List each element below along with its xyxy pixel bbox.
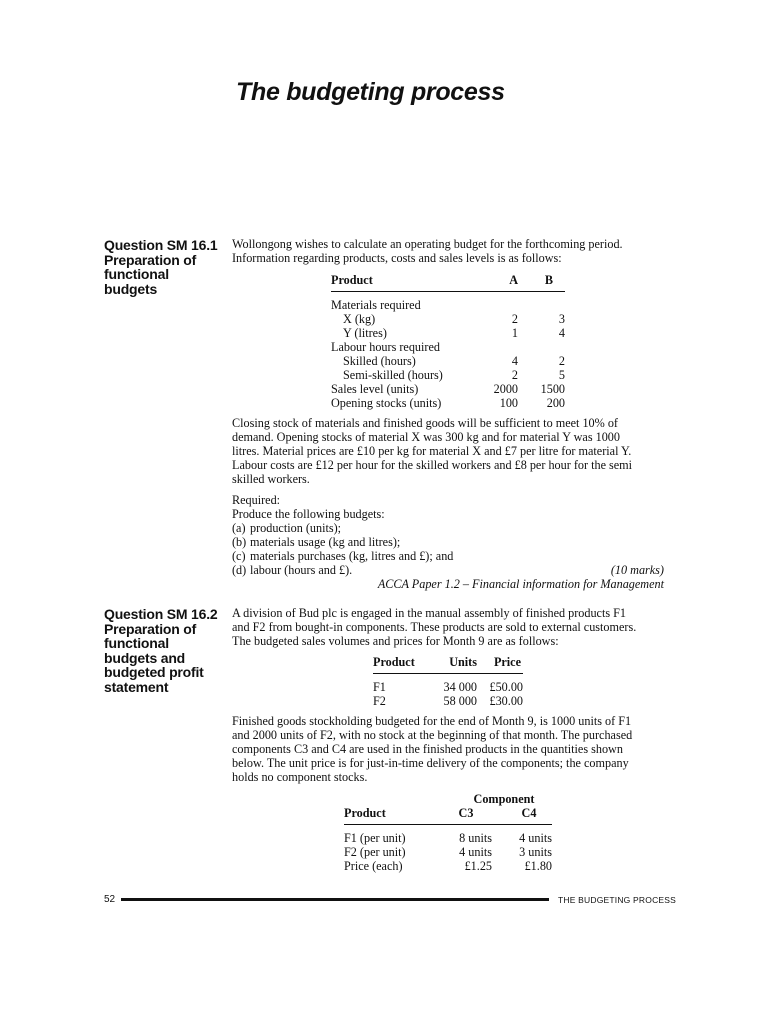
table-cell: F2 (per unit): [344, 845, 406, 859]
page-title: The budgeting process: [236, 78, 505, 106]
question-2-heading: [104, 607, 229, 694]
paragraph-line: components C3 and C4 are used in the finished products in the quantities shown: [232, 742, 623, 756]
table-cell: X (kg): [343, 312, 376, 326]
table-cell: [518, 298, 565, 312]
table-row: [331, 368, 565, 382]
question-1-product-table: [331, 273, 565, 410]
intro-line: Information regarding products, costs and sales levels is as follows:: [232, 251, 562, 265]
list-item: [232, 549, 664, 563]
question-1-topic-line: functional: [104, 266, 169, 282]
list-item-text: materials usage (kg and litres);: [250, 535, 401, 549]
table-cell: £50.00: [489, 680, 523, 694]
table-group-header: Component: [473, 792, 535, 806]
table-row: [331, 326, 565, 340]
table-header-c4: C4: [521, 806, 537, 820]
table-cell: 4: [558, 326, 565, 340]
table-cell: £1.80: [524, 859, 552, 873]
table-cell: 2: [511, 368, 518, 382]
table-group-header-row: [344, 792, 552, 806]
table-cell: 34 000: [443, 680, 477, 694]
question-1-heading: [104, 238, 229, 296]
table-header-product: Product: [331, 273, 373, 287]
sales-table: [373, 655, 523, 708]
table-cell: £1.25: [464, 859, 492, 873]
list-item-label: (c): [232, 549, 246, 563]
table-row: [331, 312, 565, 326]
table-cell: Opening stocks (units): [331, 396, 442, 410]
table-cell: 4 units: [459, 845, 492, 859]
table-row: [373, 694, 523, 708]
question-2-topic-line: functional: [104, 635, 169, 651]
table-cell: 5: [558, 368, 565, 382]
table-header-row: [373, 655, 523, 669]
question-1-intro: [232, 237, 664, 265]
running-footer: THE BUDGETING PROCESS: [558, 895, 677, 905]
table-cell: F1 (per unit): [344, 831, 406, 845]
table-header-units: Units: [449, 655, 477, 669]
table-cell: Y (litres): [343, 326, 387, 340]
table-cell: F1: [373, 680, 386, 694]
paragraph-line: demand. Opening stocks of material X was 300 kg and for material Y was 1000: [232, 430, 620, 444]
table-cell: 1: [511, 326, 518, 340]
table-cell: 2: [511, 312, 518, 326]
table-cell: 2000: [493, 382, 518, 396]
question-1-topic-line: budgets: [104, 280, 158, 297]
paragraph-line: Finished goods stockholding budgeted for the end of Month 9, is 1000 units of F1: [232, 714, 632, 728]
question-1-requirements: [232, 493, 664, 577]
table-cell: 1500: [540, 382, 565, 396]
list-item: [232, 521, 664, 535]
intro-line: A division of Bud plc is engaged in the manual assembly of finished products F1: [232, 606, 627, 620]
intro-line: The budgeted sales volumes and prices for Month 9 are as follows:: [232, 634, 559, 648]
intro-line: Wollongong wishes to calculate an operating budget for the forthcoming period.: [232, 237, 623, 251]
paragraph-line: and 2000 units of F2, with no stock at the beginning of that month. The purchased: [232, 728, 633, 742]
list-item-text: labour (hours and £).: [250, 563, 353, 577]
table-row: [344, 845, 552, 859]
table-cell: £30.00: [489, 694, 523, 708]
table-cell: Materials required: [331, 298, 421, 312]
table-cell: Sales level (units): [331, 382, 419, 396]
marks-label: (10 marks): [610, 563, 664, 577]
table-cell: [518, 340, 565, 354]
table-cell: 100: [499, 396, 518, 410]
table-header-b: B: [544, 273, 553, 287]
question-2-topic-line: Preparation of: [104, 620, 197, 637]
question-2-topic-line: budgets and: [104, 649, 186, 666]
component-table: [344, 792, 552, 873]
table-cell: 4: [511, 354, 518, 368]
required-label: Required:: [232, 493, 281, 507]
list-item: [232, 563, 664, 577]
question-1-topic-line: Preparation of: [104, 251, 197, 268]
paragraph-line: skilled workers.: [232, 472, 310, 486]
table-row: [331, 396, 565, 410]
question-2-topic-line: budgeted profit: [104, 664, 204, 680]
table-row: [344, 831, 552, 845]
table-row: [331, 340, 565, 354]
paragraph-line: holds no component stocks.: [232, 770, 368, 784]
question-1-number: Question SM 16.1: [104, 237, 218, 253]
table-row: [373, 680, 523, 694]
table-cell: 3: [558, 312, 565, 326]
list-item: [232, 535, 664, 549]
table-cell: Skilled (hours): [343, 354, 416, 368]
paragraph-line: Closing stock of materials and finished goods will be sufficient to meet 10% of: [232, 416, 618, 430]
question-2-topic-line: statement: [104, 678, 169, 695]
produce-text: Produce the following budgets:: [232, 507, 385, 521]
table-header-rule: [344, 824, 552, 825]
table-header-a: A: [509, 273, 518, 287]
table-header-rule: [373, 673, 523, 674]
table-row: [331, 382, 565, 396]
question-2-number: Question SM 16.2: [104, 606, 218, 622]
question-2-intro: [232, 606, 664, 648]
table-cell: 3 units: [519, 845, 552, 859]
list-item-label: (a): [232, 521, 246, 535]
table-cell: 200: [546, 396, 565, 410]
table-row: [344, 859, 552, 873]
list-item-text: materials purchases (kg, litres and £); and: [250, 549, 454, 563]
table-header-row: [344, 806, 552, 820]
table-cell: [481, 340, 518, 354]
table-header-product: Product: [344, 806, 386, 820]
table-cell: Semi-skilled (hours): [343, 368, 443, 382]
list-item-label: (b): [232, 535, 247, 549]
table-cell: 58 000: [443, 694, 477, 708]
table-header-c3: C3: [458, 806, 474, 820]
paragraph-line: litres. Material prices are £10 per kg for material X and £7 per litre for material Y.: [232, 444, 632, 458]
source-citation: ACCA Paper 1.2 – Financial information for Management: [377, 577, 664, 591]
table-cell: Labour hours required: [331, 340, 440, 354]
paragraph-line: below. The unit price is for just-in-time delivery of the components; the company: [232, 756, 629, 770]
table-cell: F2: [373, 694, 386, 708]
table-row: [331, 298, 565, 312]
list-item-label: (d): [232, 563, 247, 577]
table-header-price: Price: [493, 655, 521, 669]
table-cell: Price (each): [344, 859, 403, 873]
table-header-rule: [331, 291, 565, 292]
intro-line: and F2 from bought-in components. These products are sold to external customers.: [232, 620, 637, 634]
table-cell: 2: [558, 354, 565, 368]
table-cell: [481, 298, 518, 312]
question-1-paragraph: [232, 416, 664, 486]
table-cell: 8 units: [459, 831, 492, 845]
list-item-text: production (units);: [250, 521, 342, 535]
question-2-paragraph: [232, 714, 664, 784]
page-number: 52: [104, 894, 116, 905]
table-header-row: [331, 273, 565, 287]
table-row: [331, 354, 565, 368]
paragraph-line: Labour costs are £12 per hour for the skilled workers and £8 per hour for the semi: [232, 458, 633, 472]
footer-rule: [121, 898, 549, 901]
table-header-product: Product: [373, 655, 415, 669]
table-cell: 4 units: [519, 831, 552, 845]
